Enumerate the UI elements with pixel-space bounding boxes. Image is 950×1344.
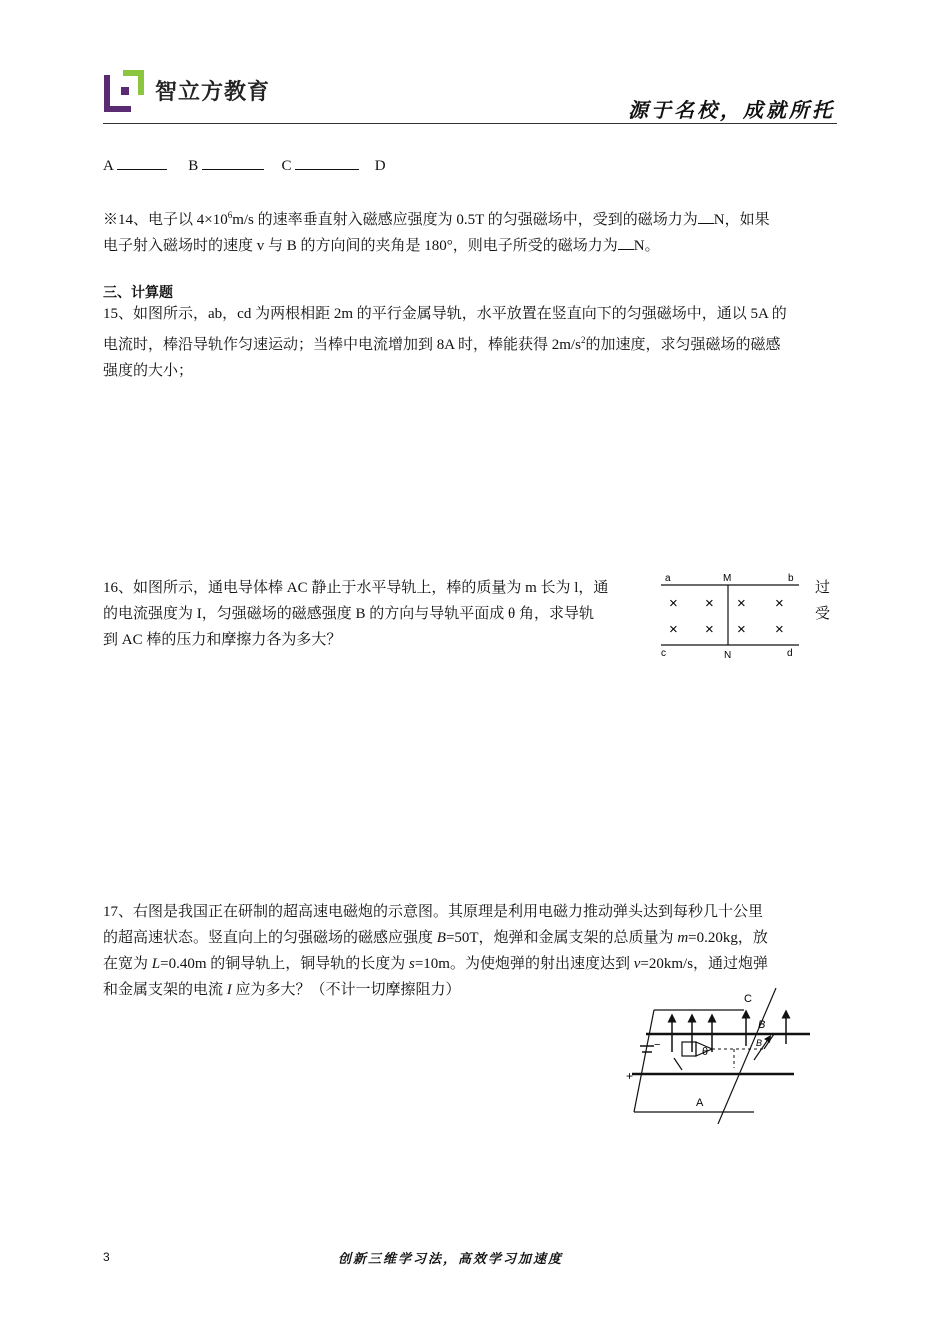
fig17-label-c: C (744, 993, 752, 1005)
figure-17 (624, 988, 814, 1124)
fig16-label-a: a (665, 573, 671, 584)
q17-var-m: m (677, 930, 689, 946)
fig16-cross: × (705, 621, 714, 638)
fig16-label-m: M (723, 573, 732, 584)
fig16-label-c: c (661, 648, 666, 659)
q17-text: 应为多大？（不计一切摩擦阻力） (231, 982, 461, 998)
options-line (103, 153, 386, 179)
q14-text-2: m/s 的速率垂直射入磁感应强度为 0.5T 的匀强磁场中，受到的磁场力为 (232, 212, 698, 228)
q16-line-1: 16、如图所示，通电导体棒 AC 静止于水平导轨上，棒的质量为 m 长为 l，通 (103, 580, 609, 596)
fig17-label-theta: θ (702, 1046, 709, 1058)
question-14 (103, 202, 843, 259)
fig17-label-plus: + (626, 1069, 634, 1083)
option-c-blank (295, 155, 359, 170)
q17-var-l: L (151, 956, 161, 972)
fig17-label-minus: − (654, 1039, 661, 1051)
q17-text: =10m。为使炮弹的射出速度达到 (414, 956, 634, 972)
q17-var-v: v (633, 956, 641, 972)
header-slogan: 源于名校，成就所托 (628, 98, 835, 122)
fig16-label-b: b (788, 573, 794, 584)
q17-text: =20km/s，通过炮弹 (640, 956, 769, 972)
q14-unit-2: N。 (633, 238, 660, 254)
q17-var-i: I (226, 982, 232, 998)
question-16 (103, 575, 653, 653)
logo (103, 69, 271, 113)
fig16-cross: × (669, 595, 678, 612)
option-b: B (188, 158, 199, 174)
footer-slogan: 创新三维学习法，高效学习加速度 (338, 1252, 564, 1267)
section-title: 三、计算题 (103, 285, 173, 301)
q16-tail-2: 受 (815, 606, 831, 622)
fig16-cross: × (669, 621, 678, 638)
q17-text: =0.40m 的铜导轨上，铜导轨的长度为 (160, 956, 409, 972)
fig17-label-a: A (696, 1097, 704, 1109)
option-a: A (103, 158, 114, 174)
q17-text: 在宽为 (103, 956, 152, 972)
q17-line-1: 17、右图是我国正在研制的超高速电磁炮的示意图。其原理是利用电磁力推动弹头达到每秒几十公里 (103, 904, 764, 920)
q17-var-b: B (436, 930, 446, 946)
page-number: 3 (103, 1250, 110, 1264)
q14-blank-2 (618, 235, 634, 250)
q14-unit-1: N，如果 (713, 212, 770, 228)
q14-blank-1 (698, 209, 714, 224)
header-divider (103, 123, 837, 124)
q17-text: =50T，炮弹和金属支架的总质量为 (445, 930, 678, 946)
q16-tail-1: 过 (815, 580, 831, 596)
fig16-cross: × (705, 595, 714, 612)
fig16-cross: × (775, 621, 784, 638)
q17-text: 和金属支架的电流 (103, 982, 227, 998)
fig16-cross: × (737, 595, 746, 612)
figure-16 (657, 570, 807, 662)
fig16-label-n: N (724, 650, 732, 661)
q17-text: 的超高速状态。竖直向上的匀强磁场的磁感应强度 (103, 930, 437, 946)
fig17-label-b2: B (756, 1038, 763, 1048)
q17-var-s: s (409, 956, 415, 972)
fig17-label-b: B (758, 1019, 766, 1031)
q16-line-3: 到 AC 棒的压力和摩擦力各为多大？ (103, 632, 342, 648)
option-d: D (374, 158, 386, 174)
option-a-blank (117, 155, 167, 170)
q15-line-1: 15、如图所示，ab，cd 为两根相距 2m 的平行金属导轨，水平放置在竖直向下的匀强磁场中，通以 5A 的 (103, 306, 787, 322)
option-c: C (281, 158, 292, 174)
fig16-cross: × (775, 595, 784, 612)
q14-text-3: 电子射入磁场时的速度 v 与 B 的方向间的夹角是 180°，则电子所受的磁场力为 (103, 238, 618, 254)
q16-line-2: 的电流强度为 I，匀强磁场的磁感强度 B 的方向与导轨平面成 θ 角，求导轨 (103, 606, 594, 622)
q14-sup: 6 (227, 210, 233, 220)
logo-text: 智立方教育 (155, 80, 271, 105)
q15-line-3: 强度的大小； (103, 363, 194, 379)
q14-text: ※14、电子以 4×10 (103, 212, 228, 228)
q17-text: =0.20kg，放 (688, 930, 768, 946)
fig16-label-d: d (787, 648, 793, 659)
q15-line-2b: 的加速度，求匀强磁场的磁感 (585, 337, 781, 353)
logo-mark-icon (103, 69, 147, 113)
q15-sup: 2 (580, 335, 586, 345)
q15-line-2: 电流时，棒沿导轨作匀速运动；当棒中电流增加到 8A 时，棒能获得 2m/s (103, 337, 581, 353)
option-b-blank (202, 155, 264, 170)
fig16-cross: × (737, 621, 746, 638)
question-15 (103, 301, 843, 384)
